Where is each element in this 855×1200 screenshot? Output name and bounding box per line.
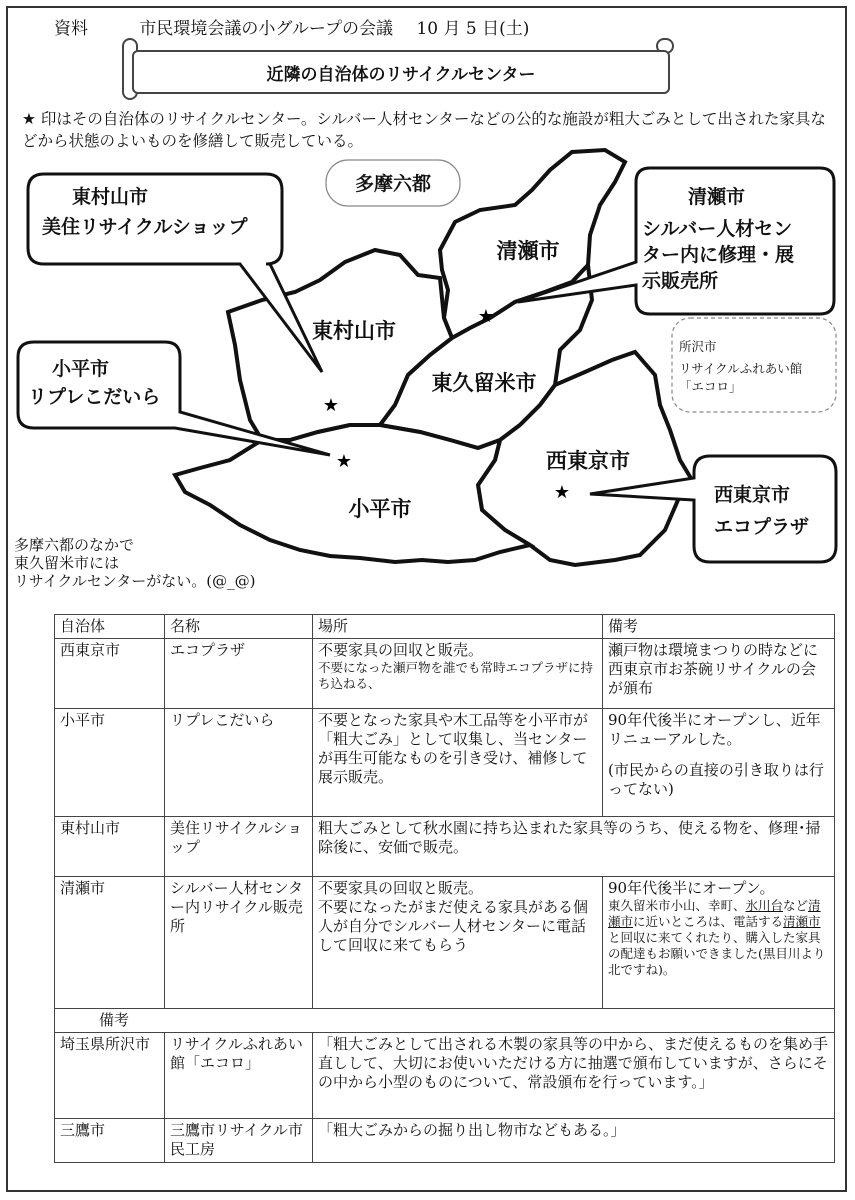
header-name: 名称 [165, 615, 313, 639]
callout-nishitokyo-name: エコプラザ [714, 516, 810, 538]
cell-place-text: 不要家具の回収と販売。 [318, 641, 484, 659]
map-note [14, 536, 256, 590]
intro-text: ★ 印はその自治体のリサイクルセンター。シルバー人材センターなどの公的な施設が粗大ごみとして出された家具などから状態のよいものを修繕して販売している。 [22, 110, 826, 150]
star-nishitokyo: ★ [553, 482, 571, 503]
table-row [55, 817, 835, 877]
cell-place: 不要となった家具や木工品等を小平市が「粗大ごみ」として収集し、当センターが再生可能なものを引き受け、補修して展示販売。 [313, 709, 603, 817]
header-date: 10 月 5 日(土) [416, 19, 530, 39]
cell-city: 小平市 [55, 709, 165, 817]
table-row [55, 639, 835, 709]
cell-city: 西東京市 [55, 639, 165, 709]
callout-higashimurayama-name: 美住リサイクルショップ [42, 216, 248, 238]
header-note: 備考 [603, 615, 835, 639]
cell-place: 「粗大ごみからの掘り出し物市などもある。」 [313, 1119, 835, 1163]
table-row [55, 877, 835, 1009]
map-note-line2: 東久留米市には [14, 554, 120, 572]
area-label-kodaira: 小平市 [348, 497, 412, 521]
star-kodaira: ★ [335, 451, 353, 472]
table-row [55, 1033, 835, 1119]
cell-place [313, 639, 603, 709]
area-label-nishitokyo: 西東京市 [546, 449, 630, 473]
cell-city: 三鷹市 [55, 1119, 165, 1163]
callout-kiyose-name-2: ター内に修理・展 [642, 244, 795, 266]
cell-name: エコプラザ [165, 639, 313, 709]
cell-place: 「粗大ごみとして出される木製の家具等の中から、まだ使えるものを集め手直しして、大切にお使いいただける方に抽選で頒布していますが、さらにその中から小型のものについて、常設頒布を行っています。」 [313, 1033, 835, 1119]
cell-place [313, 877, 603, 1009]
region-label: 多摩六都 [354, 173, 432, 195]
cell-name: シルバー人材センター内リサイクル販売所 [165, 877, 313, 1009]
cell-place: 粗大ごみとして秋水園に持ち込まれた家具等のうち、使える物を、修理･掃除後に、安価で販売。 [313, 817, 835, 877]
cell-note: 瀬戸物は環境まつりの時などに西東京市お茶碗リサイクルの会が頒布 [603, 639, 835, 709]
area-label-higashikurume: 東久留米市 [431, 371, 537, 395]
callout-kiyose-name-1: シルバー人材セン [642, 218, 793, 240]
cell-place-small: 不要になった瀬戸物を誰でも常時エコプラザに持ち込ねる、 [318, 660, 594, 691]
callout-kiyose-city: 清瀬市 [688, 186, 746, 208]
tokorozawa-line2: 「エコロ」 [679, 379, 742, 394]
header-label: 資料 [54, 19, 88, 39]
star-kiyose: ★ [477, 306, 495, 327]
header-meeting: 市民環境会議の小グループの会議 [139, 19, 394, 39]
area-label-higashimurayama: 東村山市 [312, 319, 396, 343]
callout-kodaira-city: 小平市 [52, 358, 110, 380]
header-city: 自治体 [55, 615, 165, 639]
table-section-row [55, 1009, 835, 1033]
cell-name: リプレこだいら [165, 709, 313, 817]
cell-note-1: 90年代後半にオープン。 [608, 879, 775, 897]
cell-name: 三鷹市リサイクル市民工房 [165, 1119, 313, 1163]
map-note-line3: リサイクルセンターがない。(@_@) [14, 572, 256, 590]
table-row [55, 1119, 835, 1163]
cell-city: 東村山市 [55, 817, 165, 877]
tokorozawa-note [679, 338, 802, 396]
cell-note-1: 90年代後半にオープンし、近年リニューアルした。 [608, 711, 821, 748]
map-note-line1: 多摩六都のなかで [14, 536, 135, 554]
cell-name: 美住リサイクルショップ [165, 817, 313, 877]
tokorozawa-city: 所沢市 [679, 339, 717, 354]
header-place: 場所 [313, 615, 603, 639]
cell-city: 埼玉県所沢市 [55, 1033, 165, 1119]
star-higashimurayama: ★ [322, 395, 340, 416]
table-row [55, 709, 835, 817]
cell-note-2: 東久留米市小山、幸町、氷川台など清瀬市に近いところは、電話する清瀬市と回収に来てくれたり、購入した家具の配達もお願いできました(黒目川より北ですね)。 [608, 898, 826, 977]
cell-place-2: 不要になったがまだ使える家具がある個人が自分でシルバー人材センターに電話して回収に来てもらう [318, 898, 589, 954]
cell-note-2: (市民からの直接の引き取りは行ってない) [608, 761, 824, 798]
page-title: 近隣の自治体のリサイクルセンター [132, 50, 670, 94]
table-header-row [55, 615, 835, 639]
area-label-kiyose: 清瀬市 [496, 239, 560, 263]
cell-name: リサイクルふれあい館「エコロ」 [165, 1033, 313, 1119]
callout-kodaira-name: リプレこだいら [28, 386, 161, 408]
cell-note [603, 877, 835, 1009]
cell-place-1: 不要家具の回収と販売。 [318, 879, 484, 897]
section-label: 備考 [55, 1009, 835, 1033]
callout-higashimurayama-city: 東村山市 [72, 186, 149, 208]
callout-kiyose-name-3: 示販売所 [642, 270, 719, 292]
recycle-center-table [54, 614, 835, 1163]
cell-city: 清瀬市 [55, 877, 165, 1009]
tokorozawa-line1: リサイクルふれあい館 [679, 361, 803, 376]
callout-nishitokyo-city: 西東京市 [714, 484, 791, 506]
cell-note [603, 709, 835, 817]
